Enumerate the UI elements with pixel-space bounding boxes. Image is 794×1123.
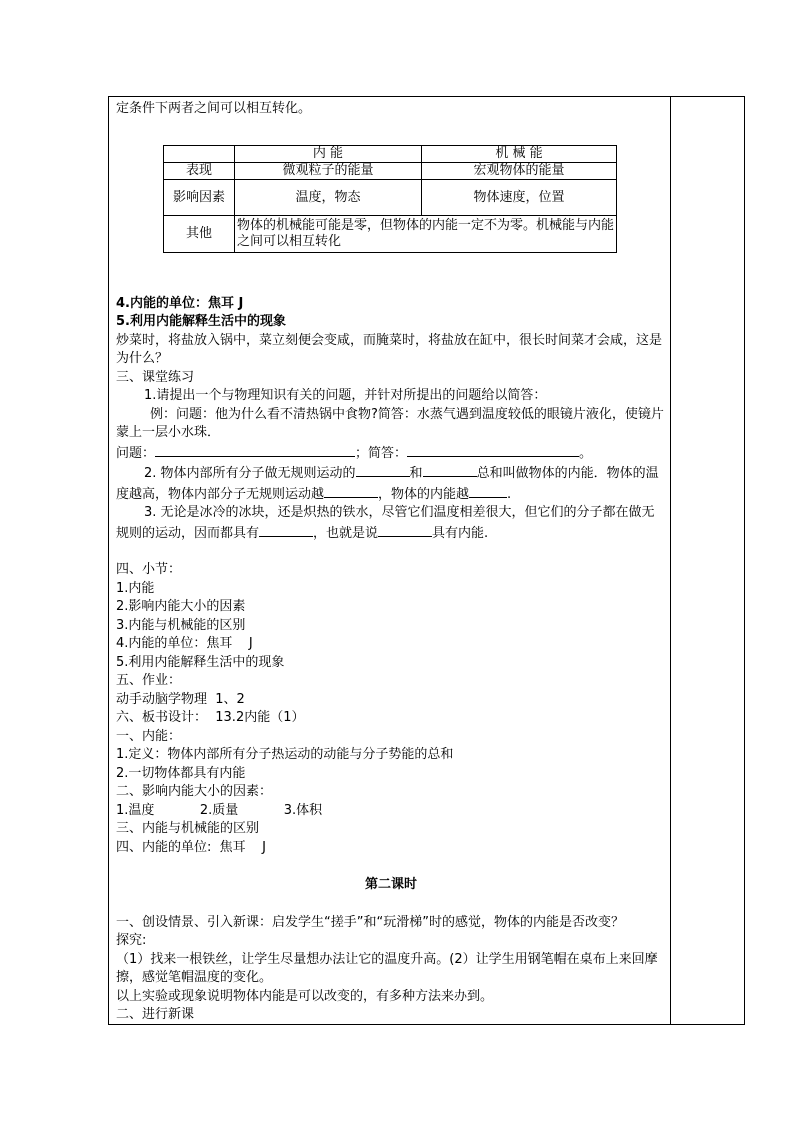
table-cell: 温度，物态 — [235, 180, 422, 216]
text: 问题： — [116, 445, 156, 461]
summary-line: 二、影响内能大小的因素： — [116, 784, 273, 799]
text: 3. 无论是冰冷的冰块，还是炽热的铁水，尽管它们温度相差很大，但它们的分子都在做无规则的运动，因而都具有 — [116, 505, 655, 541]
conclusion: 以上实验或现象说明物体内能是可以改变的，有多种方法来办到。 — [116, 988, 494, 1004]
explore-label: 探究: — [116, 933, 147, 948]
text: 和 — [409, 466, 423, 481]
text: ，物体的内能越 — [378, 486, 470, 502]
question-2 — [116, 463, 666, 504]
answer-blank[interactable] — [155, 443, 355, 457]
table-cell: 物体的机械能可能是零，但物体的内能一定不为零。机械能与内能之间可以相互转化 — [235, 216, 617, 253]
table-cell: 物体速度，位置 — [422, 180, 617, 216]
table-header-cell: 内 能 — [235, 146, 422, 163]
question-1: 1.请提出一个与物理知识有关的问题，并针对所提出的问题给以简答： — [144, 388, 547, 403]
text: 具有内能. — [432, 525, 489, 541]
text: ，也就是说 — [313, 525, 379, 541]
question-1-example: 例：问题：他为什么看不清热锅中食物?简答：水蒸气遇到温度较低的眼镜片液化，使镜片蒙上一层小水珠． — [116, 406, 664, 440]
text: 2. 物体内部所有分子做无规则运动的 — [144, 466, 356, 481]
summary-line: 动手动脑学物理 1、2 — [116, 691, 245, 707]
text: ；简答： — [355, 445, 408, 461]
answer-blank[interactable] — [259, 523, 313, 537]
summary-line: 5.利用内能解释生活中的现象 — [116, 654, 285, 670]
summary-line: 3.内能与机械能的区别 — [116, 617, 246, 633]
table-cell: 影响因素 — [164, 180, 235, 216]
answer-blank[interactable] — [469, 484, 507, 498]
text: . — [507, 486, 512, 502]
right-column-divider — [670, 96, 671, 1025]
summary-line: 2.影响内能大小的因素 — [116, 599, 246, 614]
heading-unit: 4.内能的单位：焦耳 J — [116, 295, 244, 311]
summary-line: 三、内能与机械能的区别 — [116, 821, 260, 836]
question-1-answer-line — [116, 443, 666, 464]
summary-line: 五、作业： — [116, 673, 182, 688]
table-cell: 表现 — [164, 163, 235, 180]
paragraph: 炒菜时，将盐放入锅中，菜立刻便会变咸，而腌菜时，将盐放在缸中，很长时间菜才会咸，这是为什么？ — [116, 332, 663, 366]
answer-blank[interactable] — [356, 463, 410, 477]
summary-line: 四、内能的单位: 焦耳 J — [116, 839, 267, 855]
explore-text: （1）找来一根铁丝，让学生尽量想办法让它的温度升高。(2）让学生用钢笔帽在桌布上来回摩擦，感觉笔帽温度的变化。 — [116, 951, 658, 985]
heading-explain: 5.利用内能解释生活中的现象 — [116, 314, 286, 329]
summary-block — [116, 561, 666, 857]
section-heading: 三、课堂练习 — [116, 369, 195, 385]
summary-line: 四、小节： — [116, 562, 182, 577]
table-cell: 宏观物体的能量 — [422, 163, 617, 180]
section-heading: 二、进行新课 — [116, 1007, 195, 1022]
lesson-2-intro: 一、创设情景、引入新课：启发学生“搓手”和“玩滑梯”时的感觉，物体的内能是否改变？ — [116, 914, 624, 930]
table-cell: 其他 — [164, 216, 235, 253]
document-body — [116, 98, 666, 1025]
summary-line: 六、板书设计： 13.2内能（1） — [116, 710, 305, 725]
answer-blank[interactable] — [423, 463, 477, 477]
summary-line: 1.定义：物体内部所有分子热运动的动能与分子势能的总和 — [116, 747, 454, 762]
summary-line: 2.一切物体都具有内能 — [116, 765, 246, 781]
summary-line: 一、内能： — [116, 728, 182, 744]
summary-line: 1.内能 — [116, 580, 155, 596]
summary-line: 1.温度 2.质量 3.体积 — [116, 802, 323, 818]
table-cell: 微观粒子的能量 — [235, 163, 422, 180]
text-line: 定条件下两者之间可以相互转化。 — [116, 101, 312, 116]
summary-line: 4.内能的单位：焦耳 J — [116, 636, 253, 651]
answer-blank[interactable] — [378, 523, 432, 537]
text: 总和叫做物体的内能．物体的温度越高，物体内部分子无规则运动越 — [116, 466, 659, 502]
question-3 — [116, 504, 666, 543]
answer-blank[interactable] — [407, 443, 579, 457]
answer-blank[interactable] — [324, 484, 378, 498]
lesson-2-title: 第二课时 — [364, 877, 417, 892]
table-header-cell: 机 械 能 — [422, 146, 617, 163]
text: 。 — [579, 445, 593, 461]
